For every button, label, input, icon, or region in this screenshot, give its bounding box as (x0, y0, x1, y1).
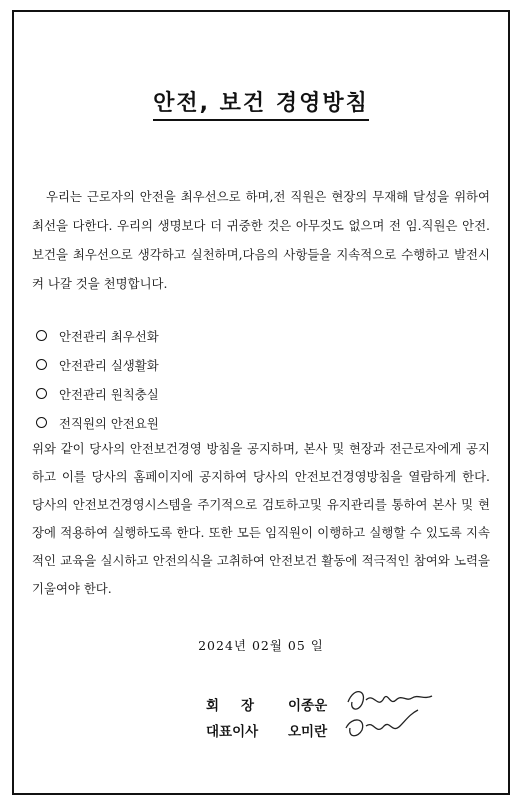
list-item: 전직원의 안전요원 (36, 408, 159, 437)
circle-bullet-icon (36, 359, 47, 370)
chairman-signatory (206, 694, 327, 714)
intro-paragraph: 우리는 근로자의 안전을 최우선으로 하며,전 직원은 현장의 무재해 달성을 위하여 최선을 다한다. 우리의 생명보다 더 귀중한 것은 아무것도 없으며 전 임.직원은 안전.보건을 최우선으로 생각하고 실천하며,다음의 사항들을 지속적으로 수행하고 발전시켜 나갈 것을 천명합니다. (32, 189, 490, 291)
list-item: 안전관리 최우선화 (36, 321, 159, 350)
principles-list (36, 321, 159, 437)
signatory-name: 이종운 (288, 698, 328, 714)
handwritten-signature-icon (344, 680, 454, 750)
signatory-title: 회장 (206, 698, 277, 714)
document-page (12, 10, 510, 795)
list-item: 안전관리 실생활화 (36, 350, 159, 379)
signatory-title: 대표이사 (206, 724, 259, 740)
list-item: 안전관리 원칙충실 (36, 379, 159, 408)
signatory-name: 오미란 (288, 724, 328, 740)
issue-date: 2024년 02월 05 일 (198, 638, 324, 653)
ceo-signatory (206, 720, 327, 740)
body-paragraph: 위와 같이 당사의 안전보건경영 방침을 공지하며, 본사 및 현장과 전근로자에게 공지하고 이를 당사의 홈페이지에 공지하여 당사의 안전보건경영방침을 열람하게 한다. 당사의 안전보건경영시스템을 주기적으로 검토하고및 유지관리를 통하여 본사 및 현장에 적용하여 실행하도록 한다. 또한 모든 임직원이 이행하고 실행할 수 있도록 지속적인 교육을 실시하고 안전의식을 고취하여 안전보건 활동에 적극적인 참여와 노력을 기울여야 한다. (32, 441, 490, 596)
circle-bullet-icon (36, 330, 47, 341)
circle-bullet-icon (36, 388, 47, 399)
document-title: 안전, 보건 경영방침 (14, 86, 508, 117)
circle-bullet-icon (36, 417, 47, 428)
